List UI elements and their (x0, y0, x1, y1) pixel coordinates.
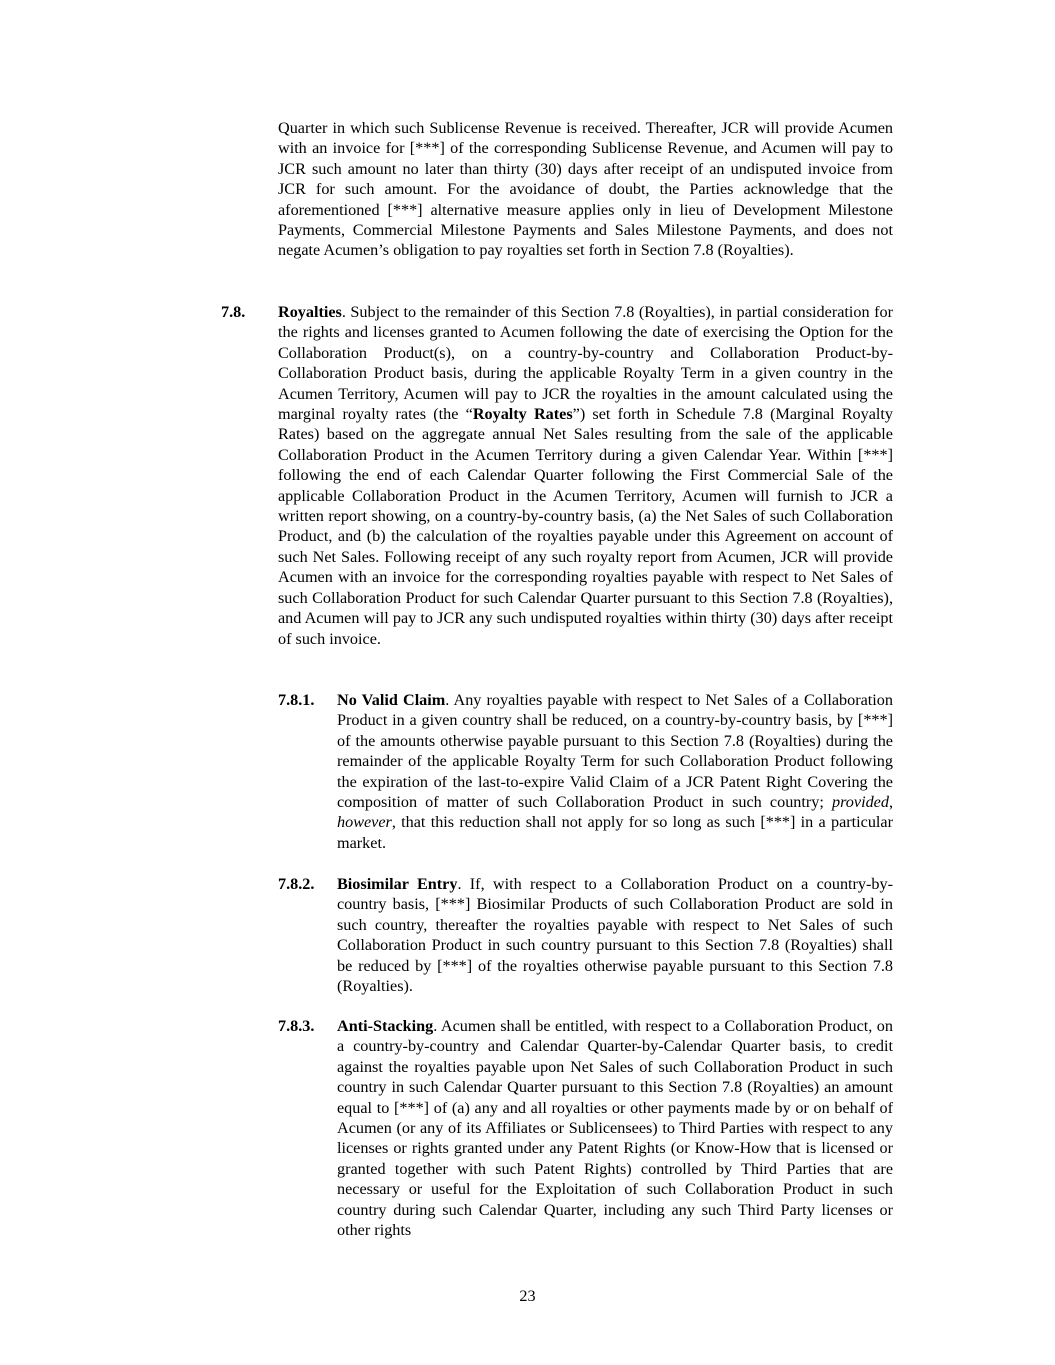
section-7-8-text-b: ”) set forth in Schedule 7.8 (Marginal Royalty Rates) based on the aggregate annual Net Sales resulting from the sale of the applicable Collaboration Product in the Acumen Territory during a given Calendar Year. Within [***] following the end of each Calendar Quarter following the First Commercial Sale of the applicable Collaboration Product in the Acumen Territory, Acumen will furnish to JCR a written report showing, on a country-by-country basis, (a) the Net Sales of such Collaboration Product, and (b) the calculation of the royalties payable under this Agreement on account of such Net Sales. Following receipt of any such royalty report from Acumen, JCR will provide Acumen with an invoice for the corresponding royalties payable with respect to Net Sales of such Collaboration Product for such Calendar Quarter pursuant to this Section 7.8 (Royalties), and Acumen will pay to JCR any such undisputed royalties within thirty (30) days after receipt of such invoice. (278, 405, 893, 648)
section-7-8-heading: Royalties (278, 303, 342, 321)
section-7-8-1-paragraph (337, 690, 893, 853)
continuation-text: Quarter in which such Sublicense Revenue is received. Thereafter, JCR will provide Acumen with an invoice for [***] of the corresponding Sublicense Revenue, and Acumen will pay to JCR such amount no later than thirty (30) days after receipt of an undisputed invoice from JCR for such amount. For the avoidance of doubt, the Parties acknowledge that the aforementioned [***] alternative measure applies only in lieu of Development Milestone Payments, Commercial Milestone Payments and Sales Milestone Payments, and does not negate Acumen’s obligation to pay royalties set forth in Section 7.8 (Royalties). (278, 119, 893, 260)
section-7-8-number: 7.8. (221, 303, 246, 321)
section-7-8-3-text: . Acumen shall be entitled, with respect to a Collaboration Product, on a country-by-country and Calendar Quarter-by-Calendar Quarter basis, to credit against the royalties payable upon Net Sales of such Collaboration Product in such country in such Calendar Quarter pursuant to this Section 7.8 (Royalties) an amount equal to [***] of (a) any and all royalties or other payments made by or on behalf of Acumen (or any of its Affiliates or Sublicensees) to Third Parties with respect to any licenses or rights granted under any Patent Rights (or Know-How that is licensed or granted together with such Patent Rights) controlled by Third Parties that are necessary or useful for the Exploitation of such Collaboration Product in such country during such Calendar Quarter, including any such Third Party licenses or other rights (337, 1017, 893, 1240)
section-7-8-1-text-a: . Any royalties payable with respect to Net Sales of a Collaboration Product in a given country shall be reduced, on a country-by-country basis, by [***] of the amounts otherwise payable pursuant to this Section 7.8 (Royalties) during the remainder of the applicable Royalty Term for such Collaboration Product following the expiration of the last-to-expire Valid Claim of a JCR Patent Right Covering the composition of matter of such Collaboration Product in such country; (337, 691, 893, 812)
section-7-8-text-a: . Subject to the remainder of this Section 7.8 (Royalties), in partial consideration for the rights and licenses granted to Acumen following the date of exercising the Option for the Collaboration Product(s), on a country-by-country and Collaboration Product-by-Collaboration Product basis, during the applicable Royalty Term in a given country in the Acumen Territory, Acumen will pay to JCR the royalties in the amount calculated using the marginal royalty rates (the “ (278, 303, 893, 424)
royalty-rates-term: Royalty Rates (472, 405, 573, 424)
provided-italic: provided (832, 793, 889, 812)
however-italic: however (337, 813, 392, 832)
section-7-8-2-number: 7.8.2. (278, 875, 315, 893)
section-7-8-2-text: . If, with respect to a Collaboration Product on a country-by-country basis, [***] Biosimilar Products of such Collaboration Product are sold in such country, thereafter the royalties payable with respect to Net Sales of such Collaboration Product in such country pursuant to this Section 7.8 (Royalties) shall be reduced by [***] of the royalties otherwise payable pursuant to this Section 7.8 (Royalties). (337, 875, 893, 996)
section-7-8-3-heading: Anti-Stacking (337, 1017, 434, 1035)
section-7-8-3-paragraph (337, 1016, 893, 1240)
page-number: 23 (519, 1287, 536, 1305)
continuation-paragraph (278, 118, 893, 261)
section-7-8-2-paragraph (337, 874, 893, 996)
section-7-8-1-comma: , (888, 793, 893, 812)
section-7-8-3-number: 7.8.3. (278, 1017, 315, 1035)
section-7-8-1-number: 7.8.1. (278, 691, 315, 709)
section-7-8-1-text-b: , that this reduction shall not apply for so long as such [***] in a particular market. (337, 813, 893, 852)
section-7-8-paragraph (278, 302, 893, 649)
section-7-8-1-heading: No Valid Claim (337, 691, 446, 709)
section-7-8-2-heading: Biosimilar Entry (337, 875, 458, 893)
